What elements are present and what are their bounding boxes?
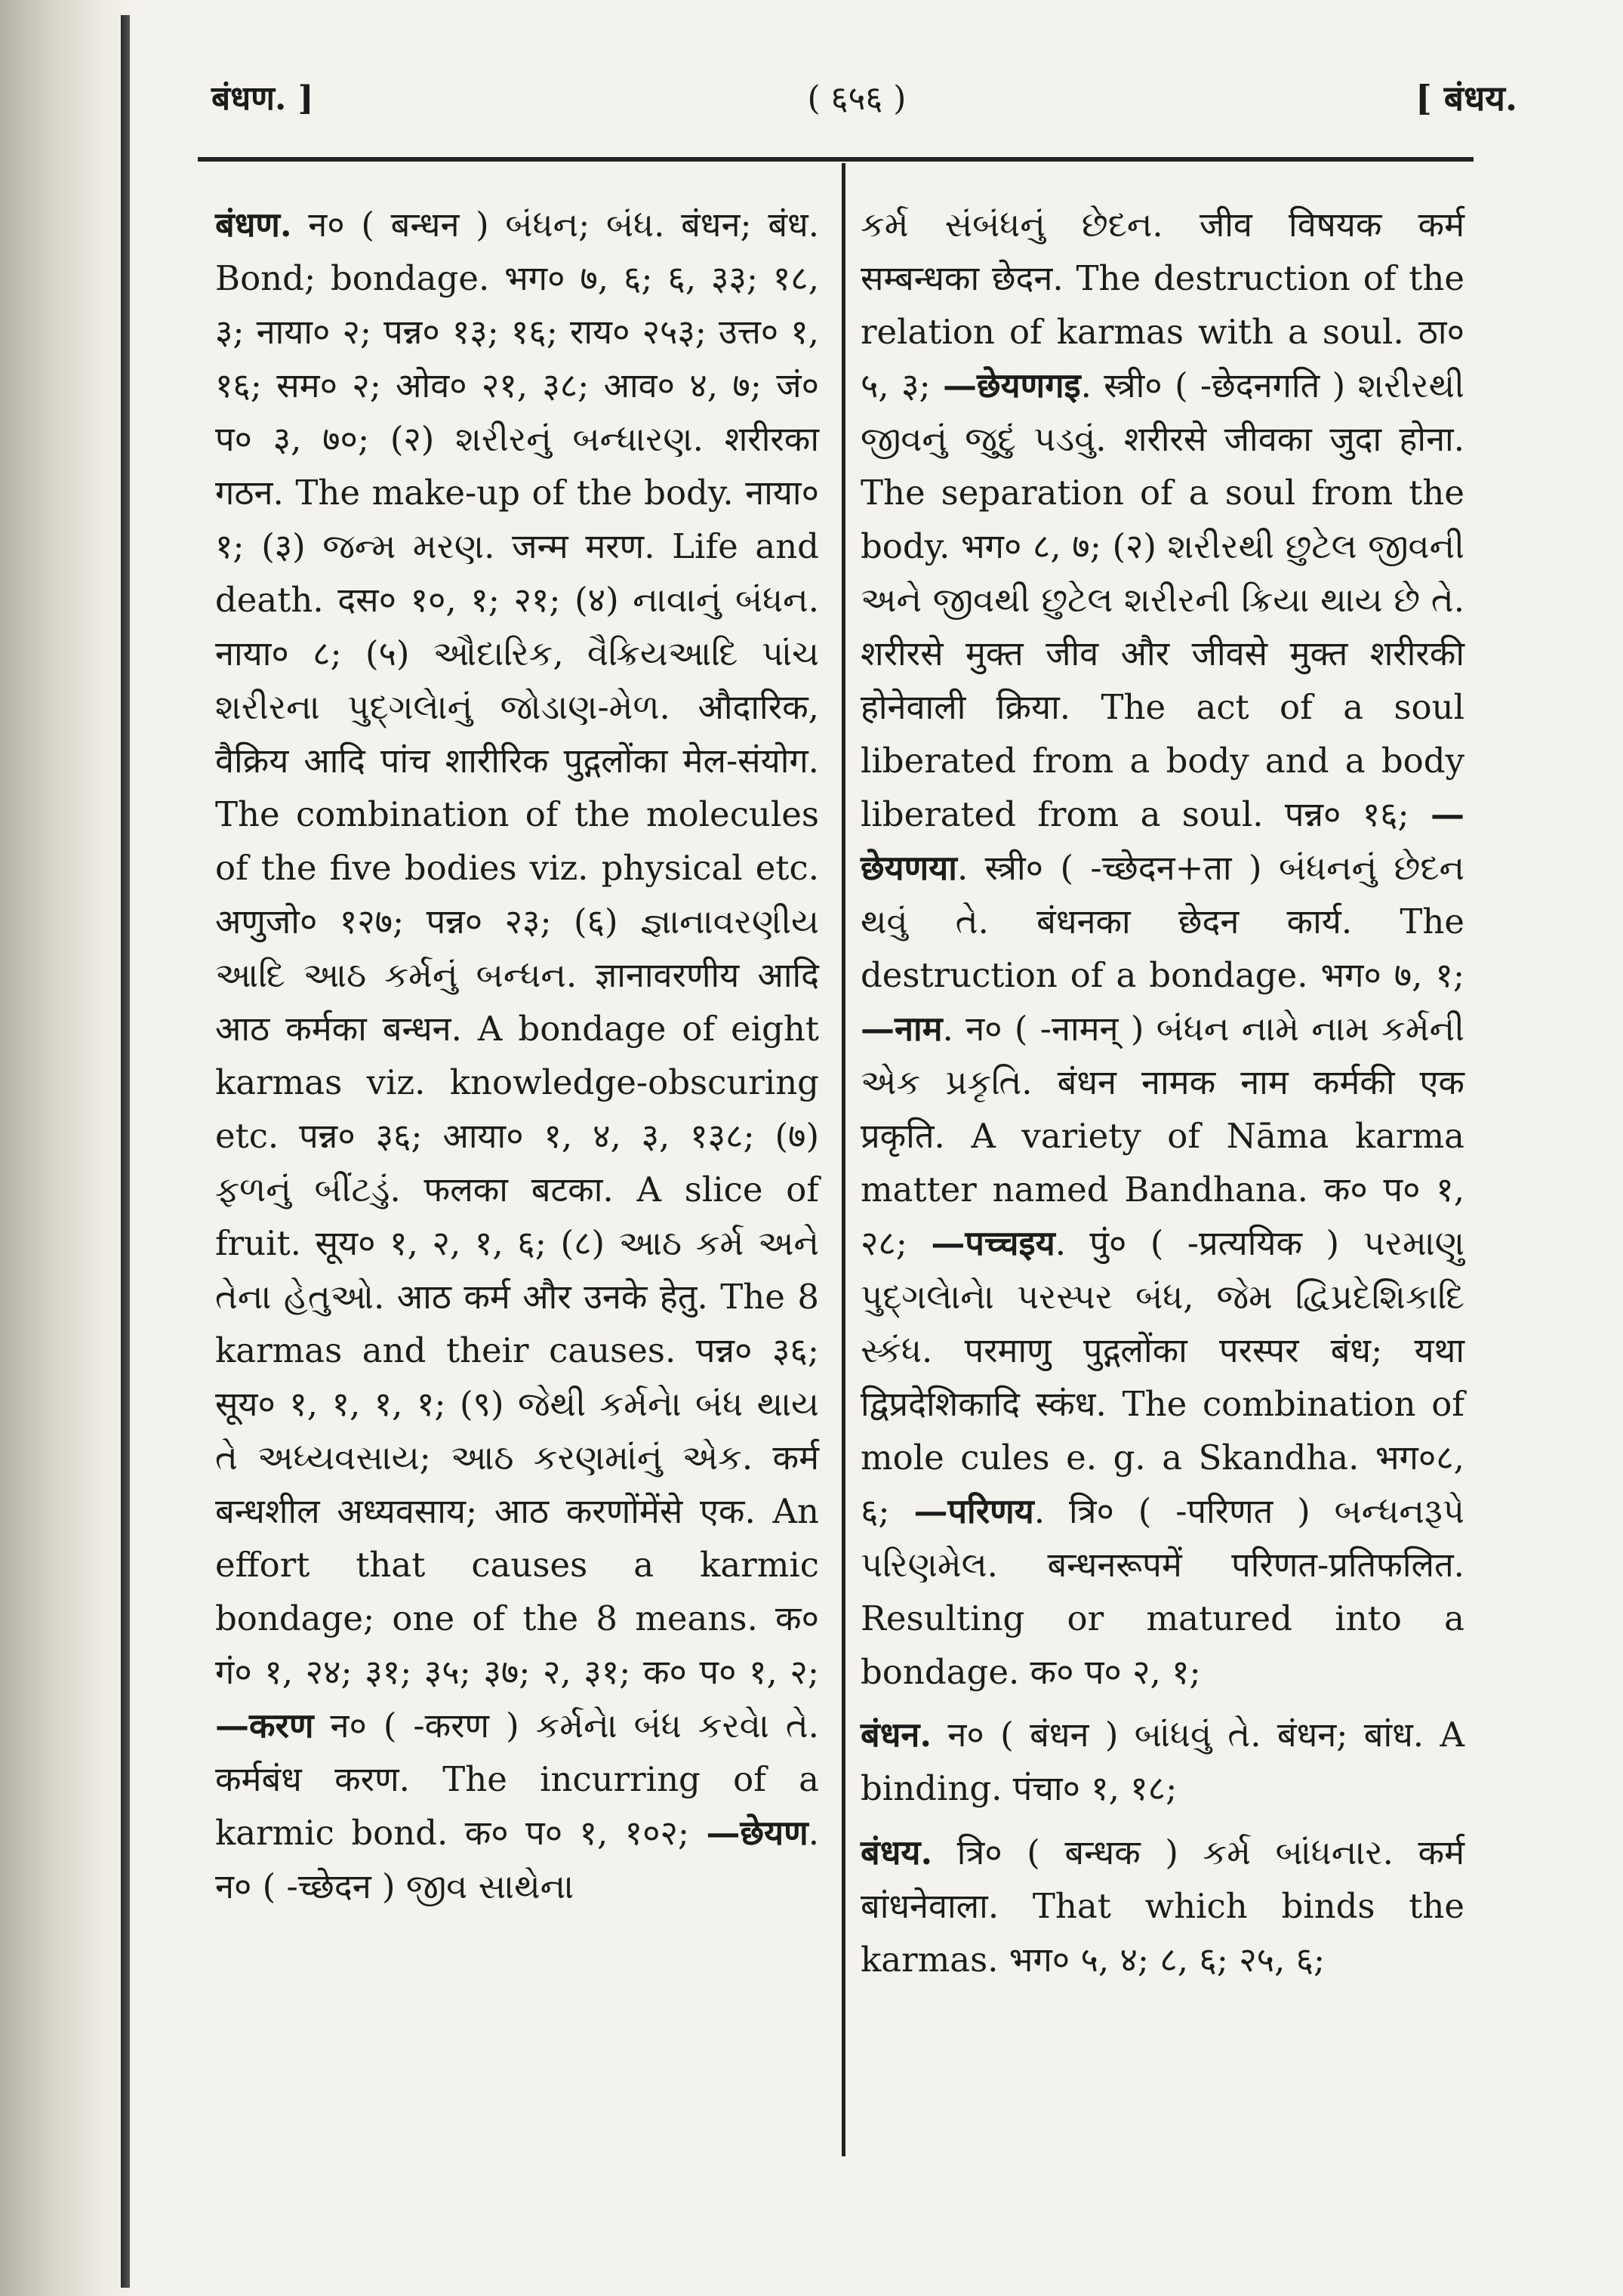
- subentry-headword: —परिणय: [913, 1491, 1034, 1531]
- subentry-text: . स्त्री० ( -छेदनगति ) શરીરથી જીવનું જુદું પડવું. शरीरसे जीवका जुदा होना. The separation of a soul from the body. भग० ८, ७; (२) શરીરથી છુટેલ જીવની અને જીવથી છુટેલ શરીરની ક્રિયા થાય છે તે. शरीरसे मुक्त जीव और जीवसे मुक्त शरीरकी होनेवाली क्रिया. The act of a soul liberated from a body and a body liberated from a soul. पन्न० १६;: [861, 365, 1464, 834]
- header-right-guideword: [ बंधय.: [1415, 78, 1517, 119]
- subentry-headword: —छेयणया: [861, 794, 1465, 888]
- subentry-text: . न० ( -नामन् ) બંધન નામે નામ કર્મની એક પ્રકૃતિ. बंधन नामक नाम कर्मकी एक प्रकृति. A variety of Nāma karma matter named Bandhana. क० प० १, २८;: [861, 1009, 1464, 1263]
- page-header: [196, 66, 1517, 134]
- subentry-text: न० ( -करण ) કર્મનેા બંધ કરવેા તે. कर्मबंध करण. The incurring of a karmic bond. क० प० १, १०२;: [215, 1706, 819, 1853]
- subentry-headword: —पच्चइय: [931, 1223, 1055, 1263]
- continued-entry: [861, 198, 1464, 1699]
- page-number: ( ६५६ ): [807, 79, 907, 118]
- continued-text: કર્મ સંબંધનું છેદન. जीव विषयक कर्म सम्बन्धका छेदन. The destruction of the relation of karmas with a soul. ठा० ५, ३;: [861, 205, 1464, 405]
- subentry-headword: —नाम: [861, 1009, 943, 1049]
- subentry-text: . स्त्री० ( -च्छेदन+ता ) બંધનનું છેદન થવું તે. बंधनका छेदन कार्य. The destruction of a bondage. भग० ७, १;: [861, 848, 1464, 995]
- subentry-headword: —छेयण: [706, 1813, 808, 1853]
- entry-bandhana: [861, 1708, 1464, 1815]
- left-column: [215, 198, 819, 1924]
- subentry-text: . त्रि० ( -परिणत ) બન્ધનરૂપે પરિણમેલ. बन्धनरूपमें परिणत-प्रतिफलित. Resulting or matured into a bondage. क० प० २, १;: [861, 1491, 1464, 1692]
- entry-text: त्रि० ( बन्धक ) કર્મ બાંધનાર. कर्म बांधनेवाला. That which binds the karmas. भग० ५, ४; ८, ६; २५, ६;: [861, 1832, 1464, 1980]
- right-column: [861, 198, 1464, 1997]
- subentry-headword: —छेयणगइ: [943, 365, 1081, 405]
- column-divider: [842, 163, 845, 2156]
- binding-shadow: [0, 0, 132, 2296]
- entry-text: न० ( बंधन ) બાંધવું તે. बंधन; बांध. A binding. पंचा० १, १८;: [861, 1715, 1464, 1808]
- header-left-guideword: बंधण. ]: [211, 79, 314, 118]
- entry-text: न० ( बन्धन ) બંધન; બંધ. बंधन; बंध. Bond; bondage. भग० ७, ६; ६, ३३; १८, ३; नाया० २; पन्न० १३; १६; राय० २५३; उत्त० १, १६; सम० २; ओव० २१, ३८; आव० ४, ७; जं० प० ३, ७०; (२) શરીરનું બન્ધારણ. शरीरका गठन. The make-up of the body. नाया० १; (३) જન્મ મરણ. जन्म मरण. Life and death. दस० १०, १; २१; (४) નાવાનું બંધન. नाया० ८; (५) ઔદારિક, વૈક્રિયઆદિ પાંચ શરીરના પુદ્‌ગલેાનું જોડાણ-મેળ. औदारिक, वैक्रिय आदि पांच शारीरिक पुद्गलोंका मेल-संयोग. The combination of the molecules of the five bodies viz. physical etc. अणुजो० १२७; पन्न० २३; (६) જ્ઞાનાવરણીય આદિ આઠ કર્મનું બન્ધન. ज्ञानावरणीय आदि आठ कर्मका बन्धन. A bondage of eight karmas viz. knowledge-obscuring etc. पन्न० ३६; आया० १, ४, ३, १३८; (७) ફળનું બીંટડું. फलका बटका. A slice of fruit. सूय० १, २, १, ६; (८) આઠ કર્મ અને તેના હેતુઓ. आठ कर्म और उनके हेतु. The 8 karmas and their causes. पन्न० ३६; सूय० १, १, १, १; (९) જેથી કર્મનેા બંધ થાય તે અધ્યવસાય; આઠ કરણમાંનું એક. कर्म बन्धशील अध्यवसाय; आठ करणोंमेंसे एक. An effort that causes a karmic bondage; one of the 8 means. क० गं० १, २४; ३१; ३५; ३७; २, ३१; क० प० १, २;: [215, 205, 819, 1692]
- headword: बंधय.: [861, 1832, 933, 1872]
- headword: बंधन.: [861, 1715, 932, 1755]
- headword: बंधण.: [215, 205, 292, 245]
- entry-bandhana-main: [215, 198, 819, 1913]
- header-rule: [198, 157, 1474, 162]
- entry-bandhaya: [861, 1826, 1464, 1986]
- subentry-headword: —करण: [215, 1706, 314, 1746]
- binding-edge-line: [121, 15, 130, 2288]
- subentry-text: . पुं० ( -प्रत्ययिक ) પરમાણુ પુદ્‌ગલેાનેા પરસ્પર બંધ, જેમ દ્વિપ્રદેશિકાદિ સ્કંધ. परमाणु पुद्गलोंका परस्पर बंध; यथा द्विप्रदेशिकादि स्कंध. The combination of mole cules e. g. a Skandha. भग०८, ६;: [861, 1223, 1464, 1531]
- subentry-text: . न० ( -च्छेदन ) જીવ સાથેના: [215, 1813, 820, 1906]
